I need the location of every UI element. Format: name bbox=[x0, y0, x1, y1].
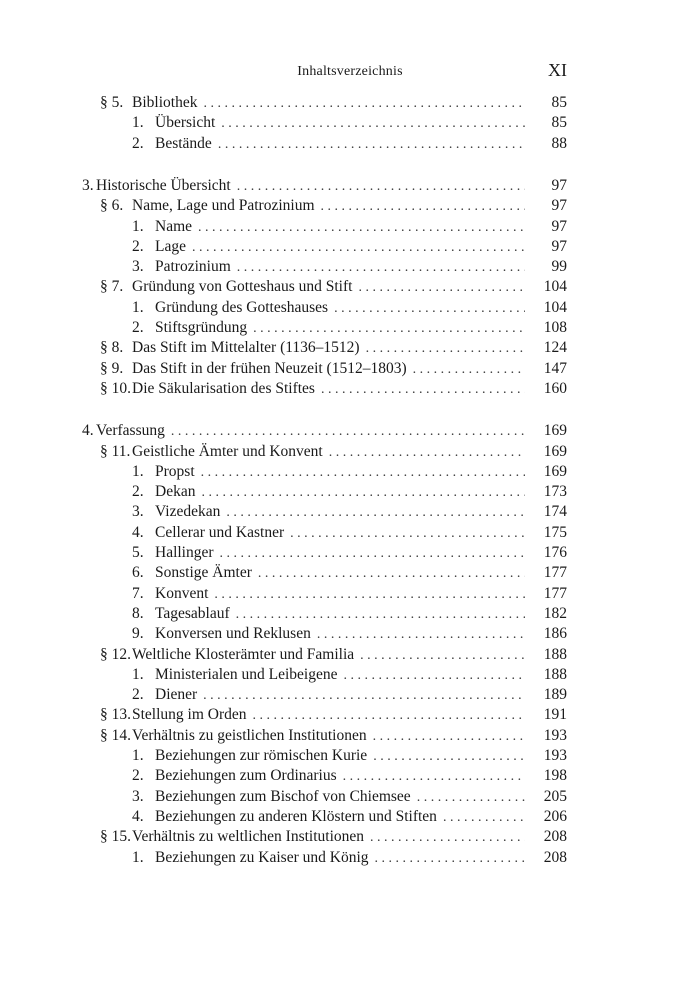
dot-leader bbox=[192, 238, 525, 258]
dot-leader bbox=[237, 177, 525, 197]
toc-entry-label: Stellung im Orden bbox=[132, 706, 247, 724]
toc-entry-number: § 12. bbox=[100, 645, 131, 663]
toc-entry-number: 1. bbox=[132, 114, 144, 132]
toc-entry-page: 186 bbox=[543, 625, 567, 643]
dot-leader bbox=[360, 646, 525, 666]
toc-entry-label: Weltliche Klosterämter und Familia bbox=[132, 645, 355, 663]
toc-entry-page: 191 bbox=[543, 706, 567, 724]
toc-entry-label: Beziehungen zur römischen Kurie bbox=[155, 747, 368, 764]
toc-entry-number: 3. bbox=[132, 503, 144, 521]
dot-leader bbox=[253, 319, 525, 339]
toc-entry bbox=[132, 318, 567, 338]
toc-entry-number: 7. bbox=[132, 584, 144, 602]
toc-entry bbox=[132, 746, 567, 766]
toc-entry-number: 4. bbox=[132, 807, 144, 825]
toc-entry bbox=[132, 257, 567, 277]
toc-entry-page: 85 bbox=[551, 94, 567, 111]
toc-entry bbox=[100, 338, 567, 358]
toc-entry bbox=[100, 726, 567, 746]
toc-entry-page: 175 bbox=[543, 523, 567, 541]
toc-entry bbox=[100, 277, 567, 297]
toc-entry-label: Sonstige Ämter bbox=[155, 564, 252, 582]
dot-leader bbox=[214, 585, 525, 605]
toc-entry bbox=[132, 543, 567, 563]
toc-entry bbox=[100, 359, 567, 379]
dot-leader bbox=[317, 625, 525, 645]
toc-entry-number: 2. bbox=[132, 237, 144, 255]
running-header bbox=[0, 58, 700, 84]
toc-entry bbox=[100, 827, 567, 847]
toc-entry-number: § 5. bbox=[100, 94, 124, 111]
toc-entry bbox=[132, 787, 567, 807]
dot-leader bbox=[375, 849, 526, 869]
toc-entry-number: 3. bbox=[82, 176, 94, 194]
toc-entry-number: § 15. bbox=[100, 828, 131, 846]
toc-entry-label: Patrozinium bbox=[155, 258, 231, 276]
toc-entry-page: 108 bbox=[543, 319, 567, 336]
page-number: XI bbox=[548, 60, 567, 80]
toc-entry-number: § 7. bbox=[100, 278, 124, 296]
toc-entry-label: Vizedekan bbox=[155, 503, 221, 521]
toc-entry bbox=[132, 848, 567, 868]
toc-entry-page: 182 bbox=[543, 604, 567, 622]
dot-leader bbox=[290, 524, 525, 544]
dot-leader bbox=[334, 299, 525, 319]
toc-entry-label: Beziehungen zum Ordinarius bbox=[155, 767, 337, 785]
toc-entry bbox=[100, 705, 567, 725]
toc-entry-page: 85 bbox=[551, 114, 567, 132]
toc-entry-label: Tagesablauf bbox=[155, 604, 230, 622]
running-title: Inhaltsverzeichnis bbox=[297, 64, 403, 79]
toc-entry-number: 1. bbox=[132, 747, 144, 764]
toc-entry-number: § 11. bbox=[100, 442, 131, 460]
toc-entry-number: 2. bbox=[132, 686, 144, 704]
toc-entry-page: 173 bbox=[543, 483, 567, 501]
dot-leader bbox=[358, 278, 525, 298]
dot-leader bbox=[198, 218, 525, 238]
toc-entry bbox=[100, 379, 567, 399]
toc-entry-page: 104 bbox=[543, 278, 567, 296]
toc-entry-label: Hallinger bbox=[155, 544, 214, 561]
toc-entry bbox=[82, 176, 567, 196]
toc-entry-page: 206 bbox=[543, 807, 567, 825]
toc-entry bbox=[100, 93, 567, 113]
toc-entry-number: 2. bbox=[132, 767, 144, 785]
toc-entry-label: Name, Lage und Patrozinium bbox=[132, 197, 315, 215]
dot-leader bbox=[321, 197, 525, 217]
toc-entry bbox=[132, 113, 567, 133]
toc-entry bbox=[132, 237, 567, 257]
dot-leader bbox=[201, 463, 525, 483]
toc-entry-number: 2. bbox=[132, 483, 144, 501]
toc-entry-label: Historische Übersicht bbox=[96, 176, 231, 194]
dot-leader bbox=[236, 605, 525, 625]
toc-entry-page: 208 bbox=[543, 848, 567, 866]
toc-entry-page: 97 bbox=[551, 217, 567, 235]
toc-entry-label: Gründung des Gotteshauses bbox=[155, 298, 329, 316]
toc-entry-label: Beziehungen zu Kaiser und König bbox=[155, 848, 369, 866]
toc-entry bbox=[100, 442, 567, 462]
toc-entry-number: 3. bbox=[132, 787, 144, 805]
toc-entry-page: 188 bbox=[543, 645, 567, 663]
toc-entry bbox=[132, 584, 567, 604]
toc-entry-number: § 6. bbox=[100, 197, 124, 215]
dot-leader bbox=[258, 564, 525, 584]
toc-entry-page: 97 bbox=[551, 237, 567, 255]
toc-entry-label: Übersicht bbox=[155, 114, 216, 132]
toc-entry bbox=[132, 807, 567, 827]
toc-entry bbox=[132, 563, 567, 583]
toc-entry-number: 9. bbox=[132, 625, 144, 643]
toc-entry-label: Geistliche Ämter und Konvent bbox=[132, 442, 323, 460]
toc-entry-number: 6. bbox=[132, 564, 144, 582]
dot-leader bbox=[220, 544, 525, 564]
toc-entry bbox=[132, 665, 567, 685]
toc-entry-label: Stiftsgründung bbox=[155, 319, 248, 336]
toc-entry-page: 104 bbox=[543, 298, 567, 316]
toc-entry-number: 1. bbox=[132, 665, 144, 683]
toc-entry-number: § 8. bbox=[100, 339, 124, 357]
toc-entry-page: 177 bbox=[543, 564, 567, 582]
toc-entry-label: Das Stift in der frühen Neuzeit (1512–1803) bbox=[132, 359, 407, 377]
toc-entry-page: 147 bbox=[543, 359, 567, 377]
toc-entry bbox=[100, 196, 567, 216]
toc-entry-page: 188 bbox=[543, 665, 567, 683]
toc-entry-label: Verhältnis zu geistlichen Institutionen bbox=[132, 726, 367, 744]
toc-entry-label: Bestände bbox=[155, 134, 212, 152]
dot-leader bbox=[203, 686, 525, 706]
dot-leader bbox=[221, 114, 525, 134]
dot-leader bbox=[253, 706, 525, 726]
toc-entry-page: 176 bbox=[543, 544, 567, 561]
toc-entry bbox=[82, 421, 567, 441]
toc-entry-label: Konversen und Reklusen bbox=[155, 625, 311, 643]
toc-entry bbox=[132, 523, 567, 543]
dot-leader bbox=[343, 767, 525, 787]
toc-entry-label: Gründung von Gotteshaus und Stift bbox=[132, 278, 353, 296]
toc-entry-page: 169 bbox=[543, 442, 567, 460]
dot-leader bbox=[203, 94, 525, 114]
toc-entry-number: 4. bbox=[82, 422, 94, 440]
toc-entry bbox=[132, 298, 567, 318]
toc-entry-label: Beziehungen zum Bischof von Chiemsee bbox=[155, 787, 411, 805]
dot-leader bbox=[329, 443, 525, 463]
toc-entry-label: Name bbox=[155, 217, 193, 235]
toc-entry bbox=[132, 624, 567, 644]
toc-entry-page: 160 bbox=[543, 379, 567, 397]
toc-entry-page: 193 bbox=[543, 747, 567, 764]
toc-entry-number: 1. bbox=[132, 298, 144, 316]
dot-leader bbox=[443, 808, 525, 828]
toc-entry-page: 208 bbox=[543, 828, 567, 846]
toc-entry bbox=[132, 604, 567, 624]
dot-leader bbox=[237, 258, 525, 278]
toc-entry-label: Die Säkularisation des Stiftes bbox=[132, 379, 315, 397]
toc-entry-number: 8. bbox=[132, 604, 144, 622]
toc-entry bbox=[132, 685, 567, 705]
toc-entry bbox=[132, 134, 567, 154]
toc-entry-page: 169 bbox=[543, 422, 567, 440]
toc-entry-page: 198 bbox=[543, 767, 567, 785]
toc-entry-number: 1. bbox=[132, 217, 144, 235]
dot-leader bbox=[413, 360, 525, 380]
toc-entry-label: Dekan bbox=[155, 483, 196, 501]
dot-leader bbox=[226, 503, 525, 523]
dot-leader bbox=[417, 788, 525, 808]
toc-entry-label: Verfassung bbox=[96, 422, 165, 440]
toc-entry-label: Cellerar und Kastner bbox=[155, 523, 285, 541]
toc-entry-page: 88 bbox=[551, 134, 567, 152]
toc-entry-number: 3. bbox=[132, 258, 144, 276]
dot-leader bbox=[370, 828, 525, 848]
toc-entry-page: 174 bbox=[543, 503, 567, 521]
toc-entry-number: 1. bbox=[132, 462, 144, 480]
toc-entry-number: 1. bbox=[132, 848, 144, 866]
toc-entry-label: Lage bbox=[155, 237, 186, 255]
dot-leader bbox=[366, 339, 525, 359]
toc-entry-number: § 9. bbox=[100, 359, 124, 377]
toc-entry-page: 124 bbox=[543, 339, 567, 357]
toc-entry bbox=[132, 217, 567, 237]
toc-entry-page: 193 bbox=[543, 726, 567, 744]
dot-leader bbox=[344, 666, 526, 686]
toc-entry-page: 99 bbox=[551, 258, 567, 276]
dot-leader bbox=[373, 727, 525, 747]
toc-entry-label: Verhältnis zu weltlichen Institutionen bbox=[132, 828, 365, 846]
toc-entry-label: Ministerialen und Leibeigene bbox=[155, 665, 338, 683]
toc-entry bbox=[132, 482, 567, 502]
dot-leader bbox=[321, 380, 525, 400]
toc-entry bbox=[132, 502, 567, 522]
toc-entry bbox=[100, 645, 567, 665]
toc-entry-page: 189 bbox=[543, 686, 567, 704]
toc-entry-number: § 10. bbox=[100, 379, 131, 397]
toc-entry-page: 205 bbox=[543, 787, 567, 805]
toc-entry-number: 4. bbox=[132, 523, 144, 541]
toc-entry-number: 5. bbox=[132, 544, 144, 561]
toc-entry-number: § 13. bbox=[100, 706, 131, 724]
toc-entry-label: Propst bbox=[155, 462, 195, 480]
toc-entry-page: 169 bbox=[543, 462, 567, 480]
toc-entry-label: Das Stift im Mittelalter (1136–1512) bbox=[132, 339, 360, 357]
toc-entry-label: Beziehungen zu anderen Klöstern und Stiften bbox=[155, 807, 437, 825]
toc-entry-number: 2. bbox=[132, 319, 144, 336]
dot-leader bbox=[201, 483, 525, 503]
toc-entry-label: Bibliothek bbox=[132, 94, 198, 111]
dot-leader bbox=[218, 135, 525, 155]
toc-entry-page: 97 bbox=[551, 176, 567, 194]
toc-entry-number: 2. bbox=[132, 134, 144, 152]
toc-entry-page: 177 bbox=[543, 584, 567, 602]
toc-entry-label: Diener bbox=[155, 686, 198, 704]
toc-entry bbox=[132, 462, 567, 482]
toc-entry-number: § 14. bbox=[100, 726, 131, 744]
dot-leader bbox=[171, 422, 525, 442]
dot-leader bbox=[373, 747, 525, 767]
toc-entry bbox=[132, 766, 567, 786]
toc-entry-page: 97 bbox=[551, 197, 567, 215]
toc-entry-label: Konvent bbox=[155, 584, 209, 602]
